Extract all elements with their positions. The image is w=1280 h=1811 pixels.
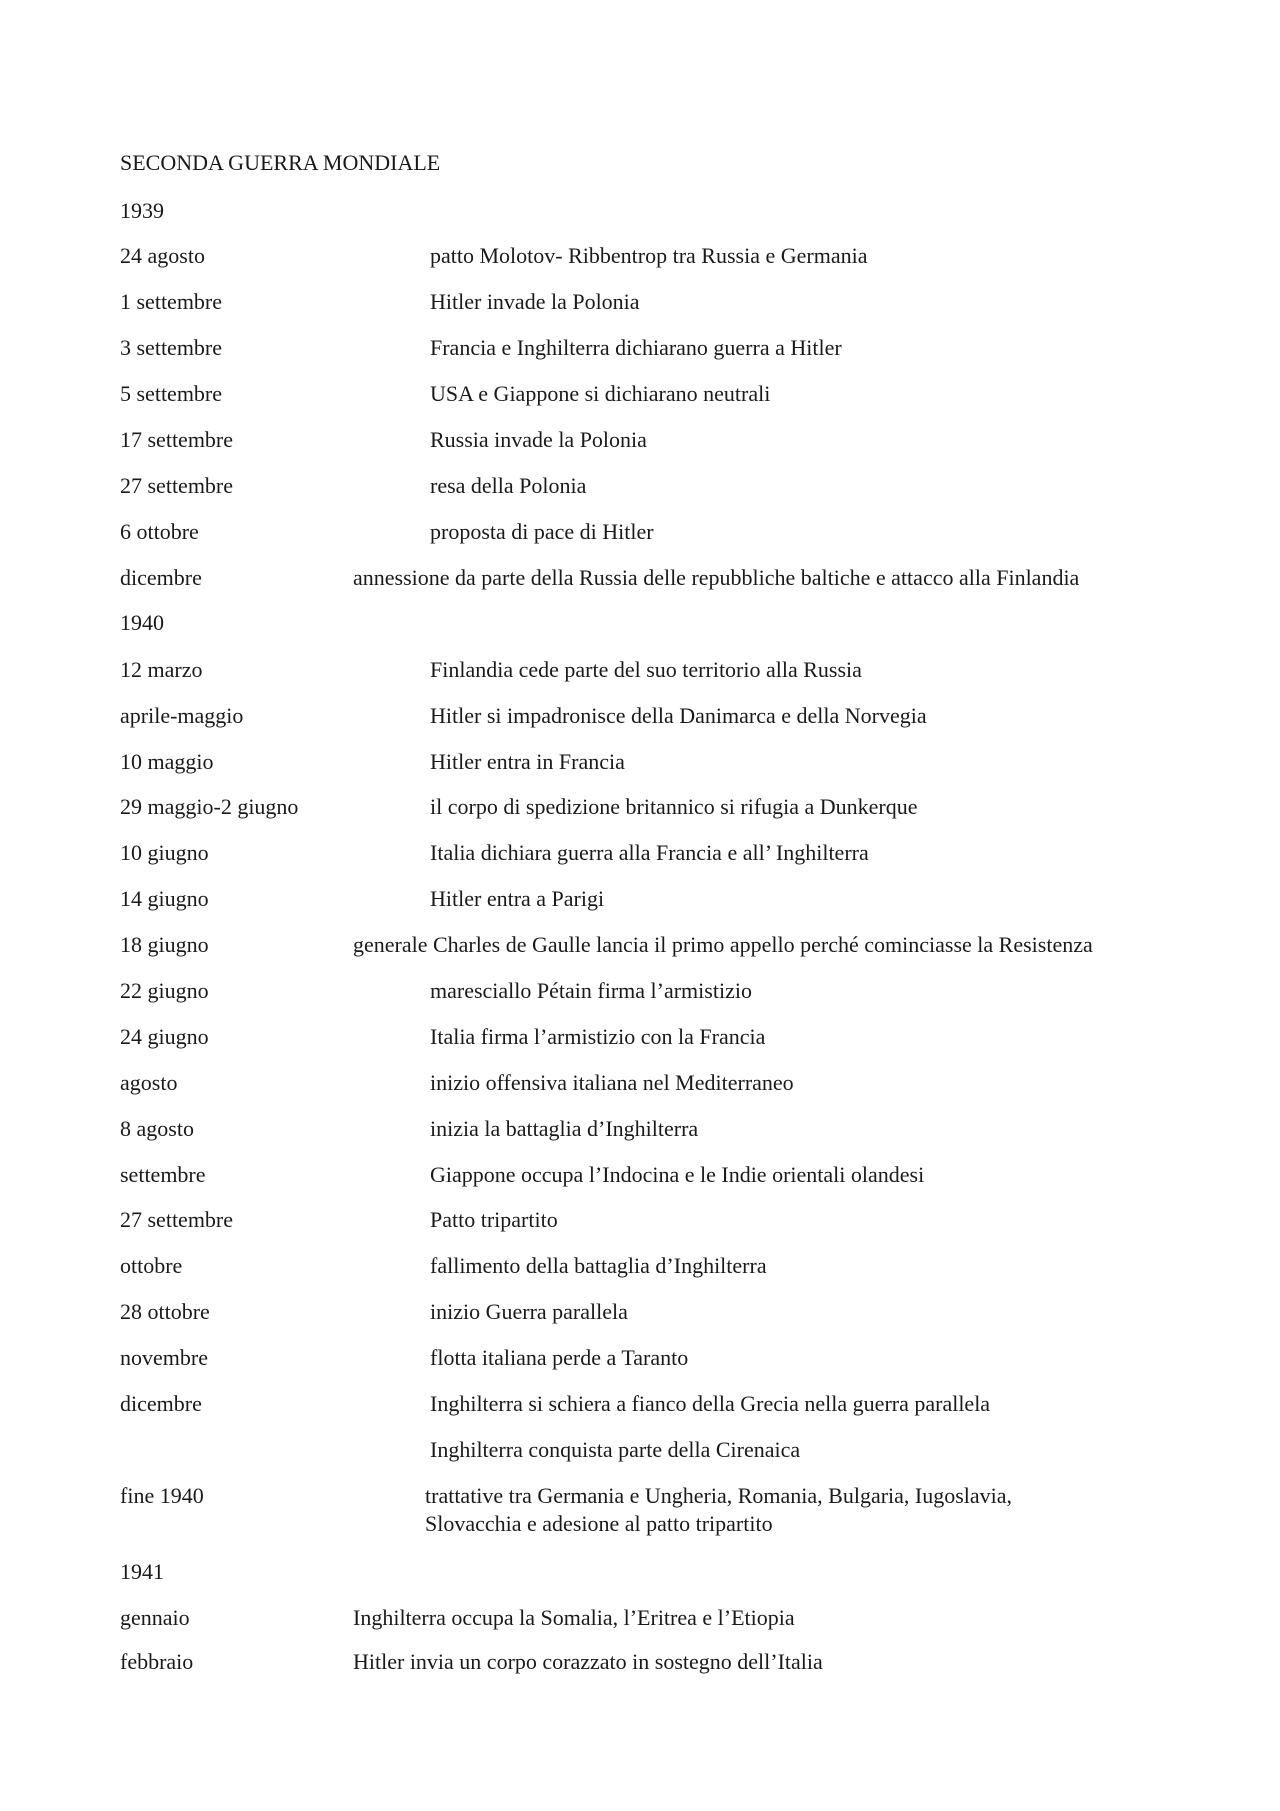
entry-event: Russia invade la Polonia: [430, 427, 647, 452]
entry-date: 12 marzo: [120, 657, 203, 682]
entry-date: 27 settembre: [120, 473, 234, 498]
entry-event: Finlandia cede parte del suo territorio alla Russia: [430, 657, 862, 682]
entry-date: 8 agosto: [120, 1116, 194, 1141]
entry-date: dicembre: [120, 565, 202, 590]
entry-date: 27 settembre: [120, 1207, 234, 1232]
year-heading: 1940: [120, 610, 164, 635]
entry-event: inizia la battaglia d’Inghilterra: [430, 1116, 699, 1141]
entry-date: 29 maggio-2 giugno: [120, 794, 299, 819]
entry-event: USA e Giappone si dichiarano neutrali: [430, 381, 771, 406]
year-heading: 1939: [120, 198, 164, 223]
entry-event: Hitler invia un corpo corazzato in sostegno dell’Italia: [353, 1649, 823, 1674]
entry-date: 24 giugno: [120, 1024, 209, 1049]
entry-event: annessione da parte della Russia delle repubbliche baltiche e attacco alla Finlandia: [353, 565, 1080, 590]
entry-event: flotta italiana perde a Taranto: [430, 1345, 689, 1370]
entry-event: trattative tra Germania e Ungheria, Romania, Bulgaria, Iugoslavia, Slovacchia e adesione al patto tripartito: [425, 1483, 1013, 1536]
entry-date: 10 giugno: [120, 840, 209, 865]
entry-date: ottobre: [120, 1253, 183, 1278]
document-title: SECONDA GUERRA MONDIALE: [120, 150, 441, 175]
entry-event: fallimento della battaglia d’Inghilterra: [430, 1253, 767, 1278]
entry-event: resa della Polonia: [430, 473, 587, 498]
entry-date: dicembre: [120, 1391, 202, 1416]
entry-date: settembre: [120, 1162, 206, 1187]
entry-date: 3 settembre: [120, 335, 223, 360]
entry-event: inizio Guerra parallela: [430, 1299, 628, 1324]
entry-event: proposta di pace di Hitler: [430, 519, 654, 544]
entry-date: 14 giugno: [120, 886, 209, 911]
entry-event: Inghilterra occupa la Somalia, l’Eritrea e l’Etiopia: [353, 1605, 795, 1630]
entry-event: Hitler entra in Francia: [430, 749, 625, 774]
entry-date: 1 settembre: [120, 289, 223, 314]
entry-date: 10 maggio: [120, 749, 214, 774]
entry-event: Francia e Inghilterra dichiarano guerra a Hitler: [430, 335, 842, 360]
entry-event: Italia firma l’armistizio con la Francia: [430, 1024, 766, 1049]
entry-date: 28 ottobre: [120, 1299, 210, 1324]
entry-event: il corpo di spedizione britannico si rifugia a Dunkerque: [430, 794, 918, 819]
year-heading: 1941: [120, 1559, 164, 1584]
entry-date: novembre: [120, 1345, 208, 1370]
entry-date: 18 giugno: [120, 932, 209, 957]
entry-date: agosto: [120, 1070, 178, 1095]
entry-event: Italia dichiara guerra alla Francia e all’ Inghilterra: [430, 840, 869, 865]
entry-event: Hitler si impadronisce della Danimarca e della Norvegia: [430, 703, 927, 728]
entry-event: patto Molotov- Ribbentrop tra Russia e Germania: [430, 243, 868, 268]
entry-date: 17 settembre: [120, 427, 234, 452]
entry-event: Inghilterra si schiera a fianco della Grecia nella guerra parallela: [430, 1391, 991, 1416]
entry-date: 24 agosto: [120, 243, 205, 268]
entry-date: 6 ottobre: [120, 519, 199, 544]
entry-event: generale Charles de Gaulle lancia il primo appello perché cominciasse la Resistenza: [353, 932, 1093, 957]
entry-date: 5 settembre: [120, 381, 223, 406]
entry-date: aprile-maggio: [120, 703, 244, 728]
entry-event: Patto tripartito: [430, 1207, 558, 1232]
entry-date: gennaio: [120, 1605, 190, 1630]
entry-date: febbraio: [120, 1649, 194, 1674]
entry-date: 22 giugno: [120, 978, 209, 1003]
entry-event: Hitler entra a Parigi: [430, 886, 605, 911]
entry-date: fine 1940: [120, 1483, 204, 1508]
entry-event: Hitler invade la Polonia: [430, 289, 640, 314]
entry-event: inizio offensiva italiana nel Mediterraneo: [430, 1070, 794, 1095]
entry-event: Giappone occupa l’Indocina e le Indie orientali olandesi: [430, 1162, 925, 1187]
entry-event: maresciallo Pétain firma l’armistizio: [430, 978, 752, 1003]
entry-event: Inghilterra conquista parte della Cirenaica: [430, 1437, 801, 1462]
